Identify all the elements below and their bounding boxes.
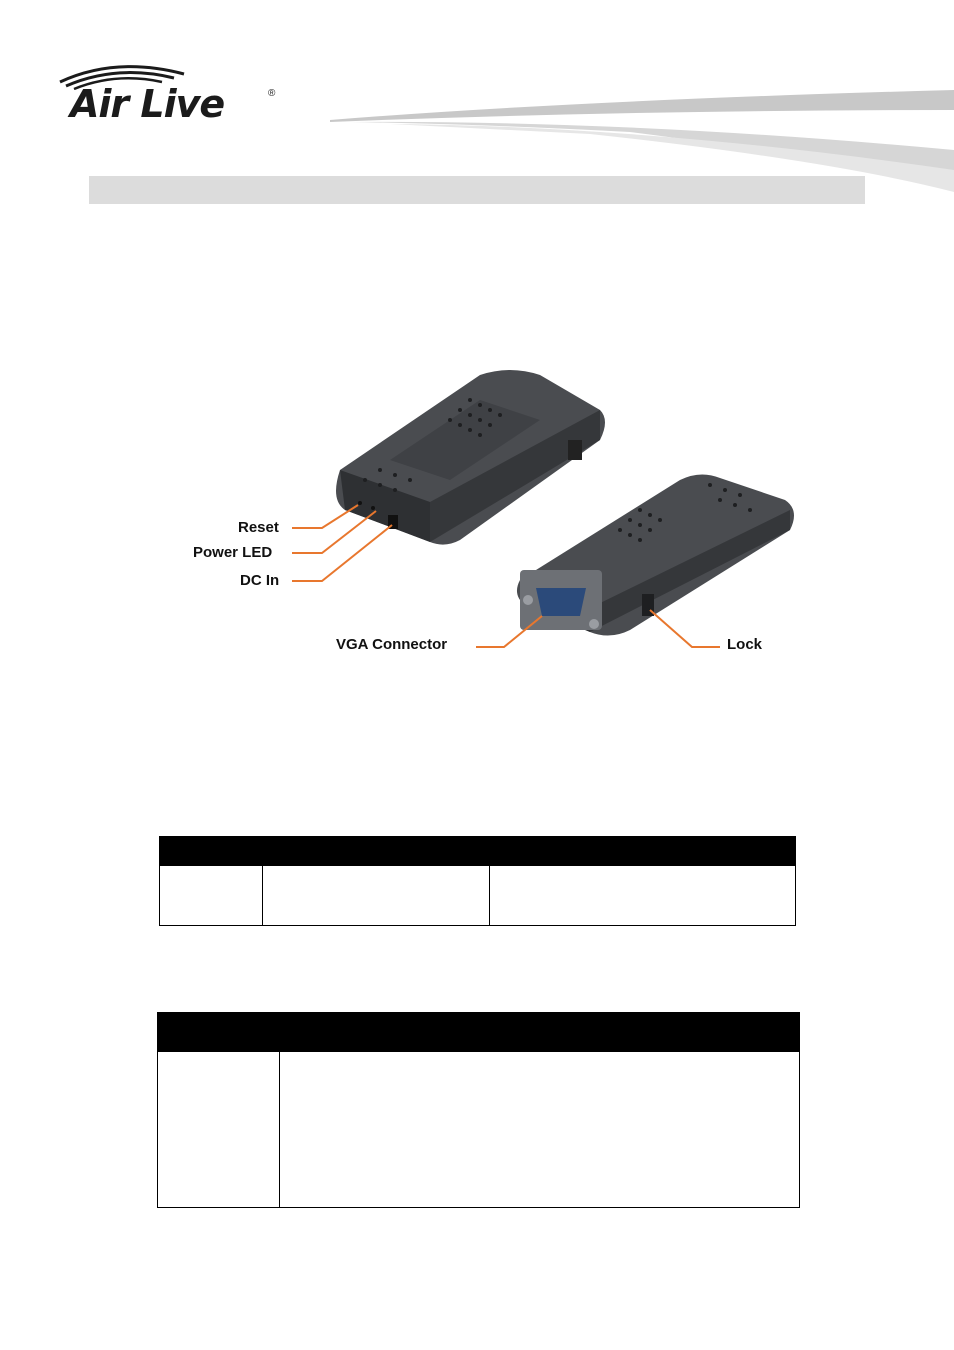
table-two-header-row [158, 1013, 800, 1052]
callout-vga-connector: VGA Connector [336, 636, 448, 653]
table-one-header-cell [263, 837, 796, 866]
callout-dc-in: DC In [240, 572, 280, 589]
table-two-header-cell [158, 1013, 800, 1052]
callout-lock: Lock [727, 636, 763, 653]
callout-reset: Reset [238, 519, 279, 536]
airlive-logo [56, 60, 286, 130]
table-cell [280, 1052, 800, 1208]
table-row [158, 1052, 800, 1208]
device-front-view [517, 474, 794, 635]
table-cell [160, 866, 263, 926]
table-cell [263, 866, 490, 926]
table-one-header-cell [160, 837, 263, 866]
table-cell [158, 1052, 280, 1208]
logo-wordmark: Air Live [70, 82, 225, 126]
table-row [160, 866, 796, 926]
callout-power-led: Power LED [193, 544, 273, 561]
logo-registered-mark: ® [268, 88, 276, 99]
section-title-bar [89, 176, 865, 204]
device-rear-view [336, 370, 605, 545]
table-cell [490, 866, 796, 926]
table-one [159, 836, 796, 926]
table-one-header-row [160, 837, 796, 866]
table-two [157, 1012, 800, 1208]
